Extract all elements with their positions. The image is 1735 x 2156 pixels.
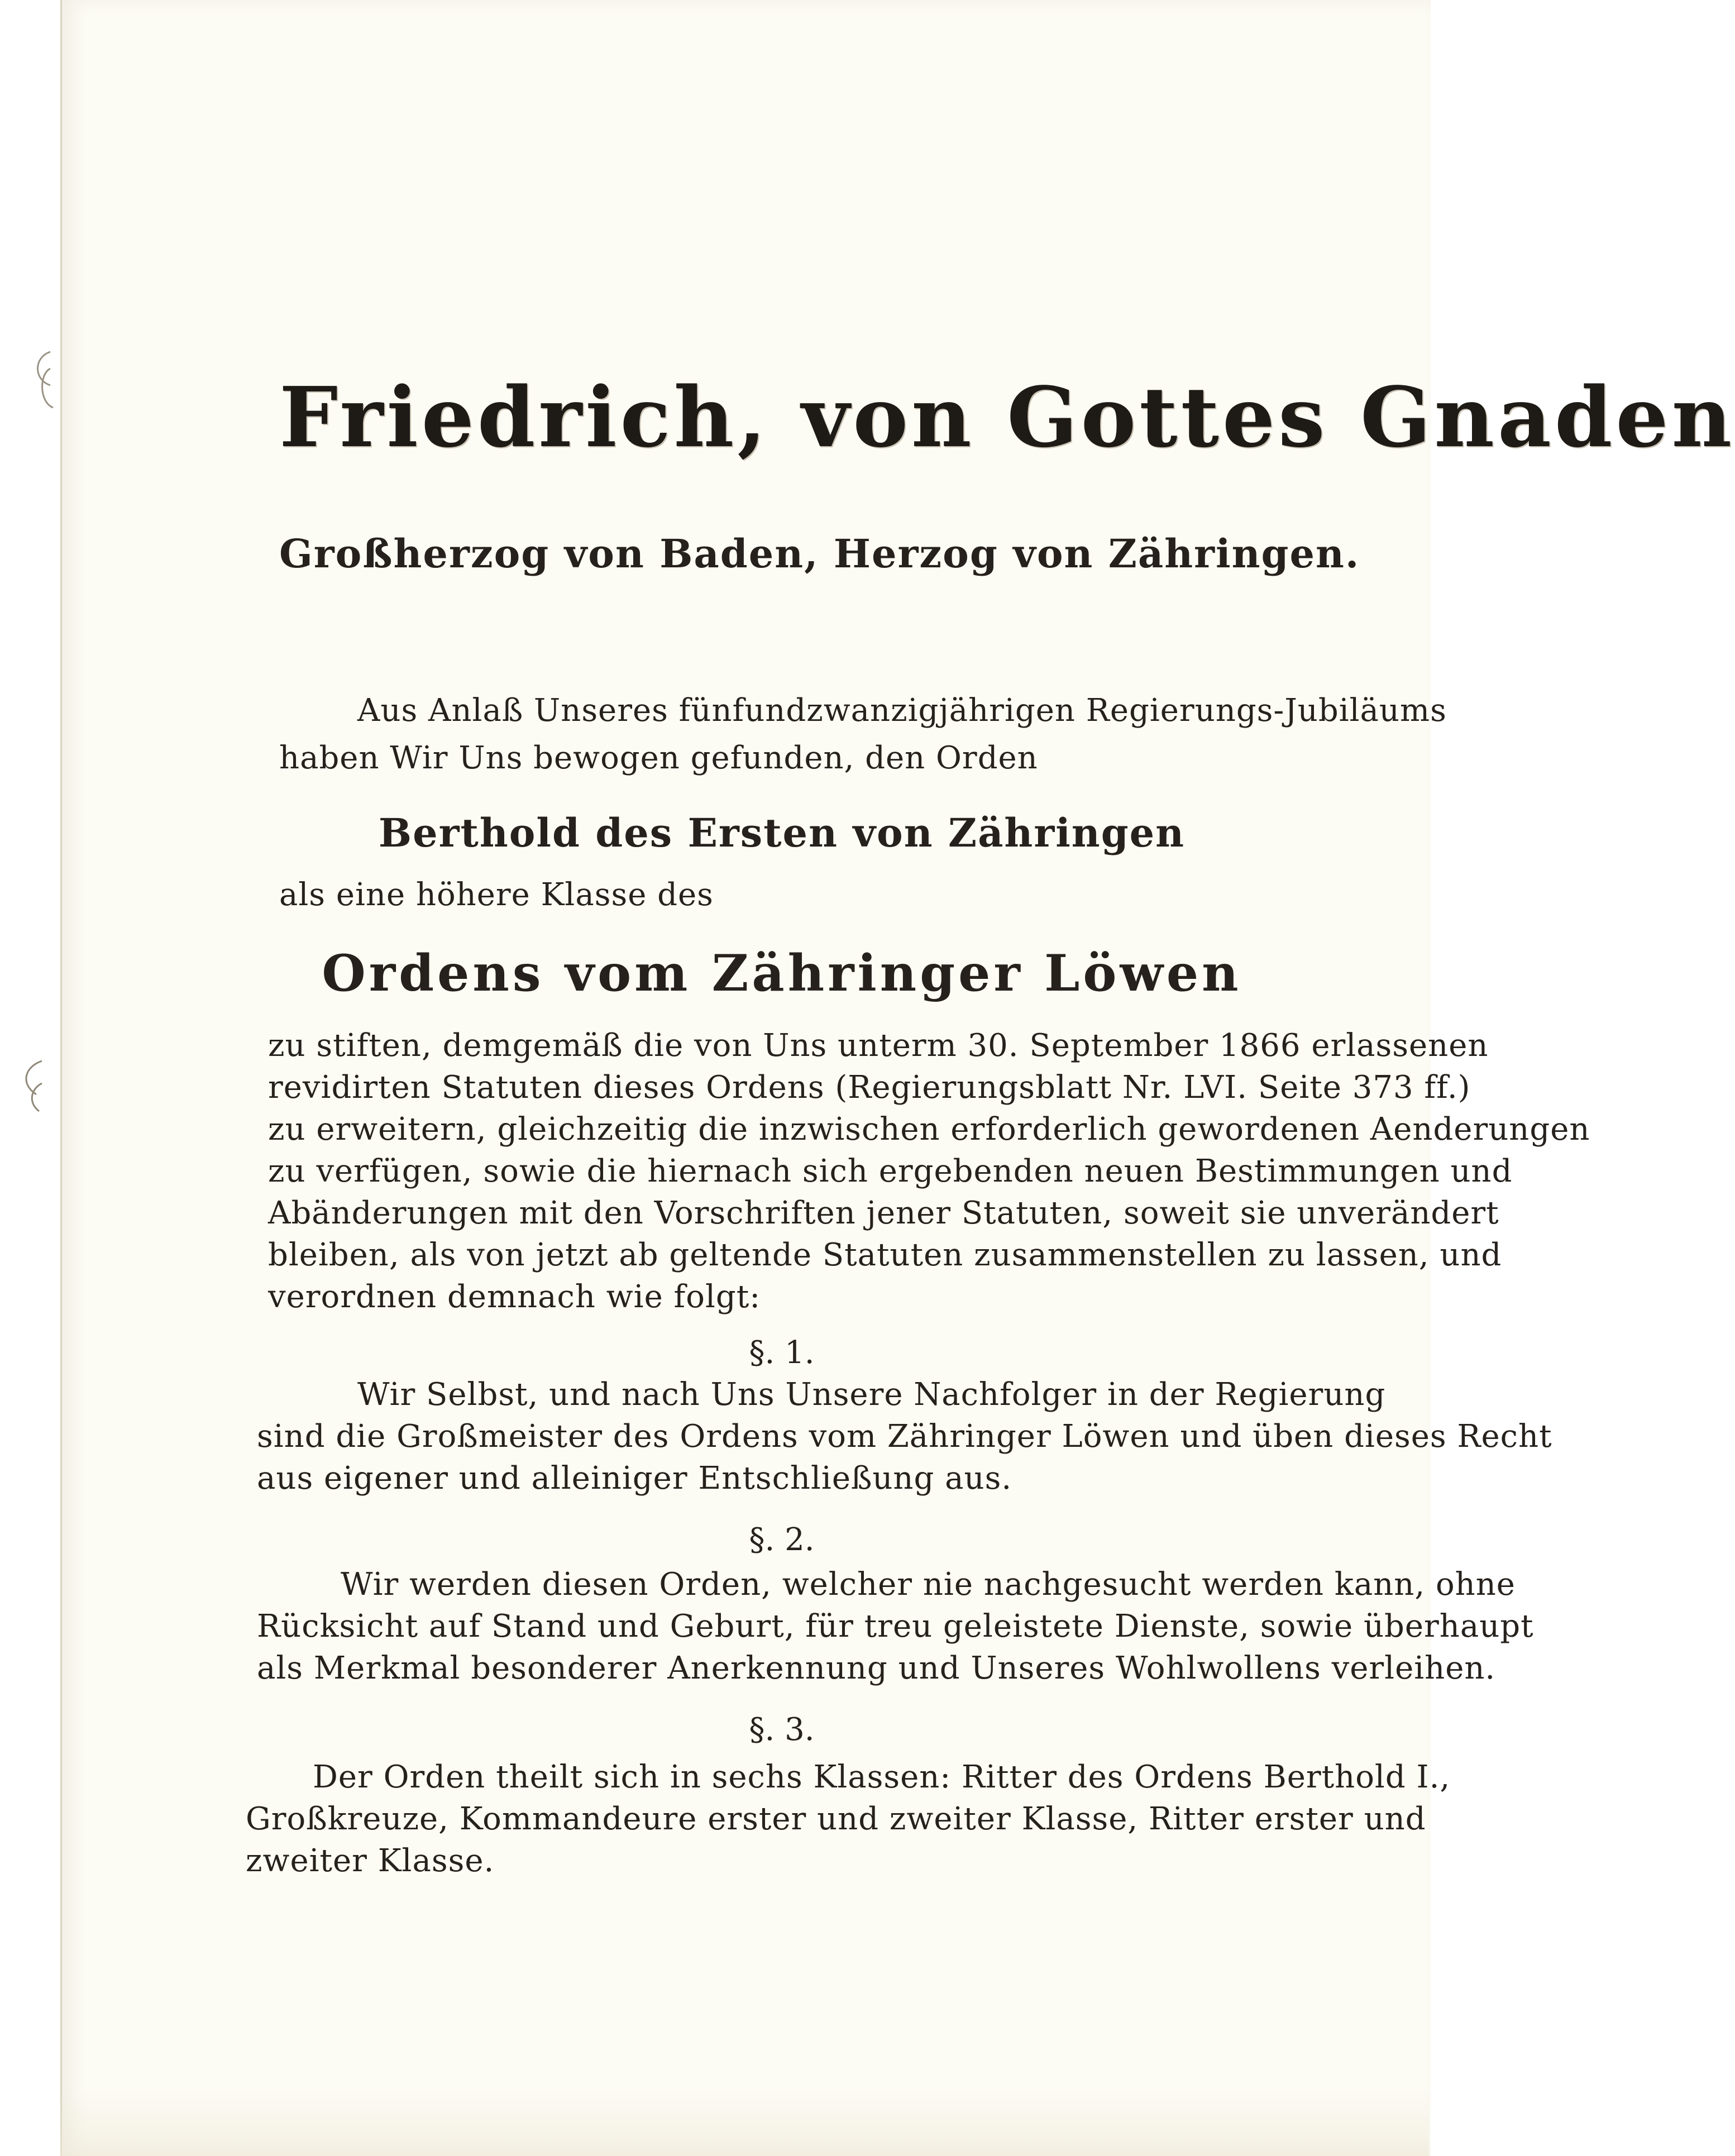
document-subtitle: Großherzog von Baden, Herzog von Zähringen. [279,530,1360,577]
class-line: als eine höhere Klasse des [279,877,714,913]
section-2-line-1: Wir werden diesen Orden, welcher nie nachgesucht werden kann, ohne [341,1566,1516,1603]
body-line-4: zu verfügen, sowie die hiernach sich ergebenden neuen Bestimmungen und [268,1153,1513,1189]
body-line-7: verordnen demnach wie folgt: [268,1279,761,1315]
order-name-heading: Berthold des Ersten von Zähringen [378,810,1186,856]
section-2-heading: §. 2. [749,1522,815,1558]
section-3-heading: §. 3. [749,1712,815,1748]
section-3-line-3: zweiter Klasse. [246,1843,495,1879]
section-2-line-2: Rücksicht auf Stand und Geburt, für treu geleistete Dienste, sowie überhaupt [257,1608,1534,1645]
body-line-2: revidirten Statuten dieses Ordens (Regierungsblatt Nr. LVI. Seite 373 ff.) [268,1069,1471,1106]
section-1-line-2: sind die Großmeister des Ordens vom Zähringer Löwen und üben dieses Recht [257,1418,1552,1455]
section-3-line-1: Der Orden theilt sich in sechs Klassen: Ritter des Ordens Berthold I., [313,1759,1451,1795]
binding-thread-top [28,346,56,413]
paper-shadow [60,2089,1429,2156]
section-3-line-2: Großkreuze, Kommandeure erster und zweiter Klasse, Ritter erster und [246,1801,1426,1837]
body-line-3: zu erweitern, gleichzeitig die inzwischen erforderlich gewordenen Aenderungen [268,1111,1590,1148]
body-line-6: bleiben, als von jetzt ab geltende Statuten zusammenstellen zu lassen, und [268,1237,1502,1273]
section-1-line-3: aus eigener und alleiniger Entschließung aus. [257,1460,1012,1497]
section-1-line-1: Wir Selbst, und nach Uns Unsere Nachfolger in der Regierung [357,1376,1386,1413]
body-line-5: Abänderungen mit den Vorschriften jener Statuten, soweit sie unverändert [268,1195,1499,1231]
binding-thread-middle [17,1050,45,1117]
document-title: Friedrich, von Gottes Gnaden [279,369,1735,466]
section-2-line-3: als Merkmal besonderer Anerkennung und Unseres Wohlwollens verleihen. [257,1650,1496,1686]
intro-line-2: haben Wir Uns bewogen gefunden, den Orden [279,740,1038,776]
main-order-heading: Ordens vom Zähringer Löwen [322,944,1242,1003]
intro-line-1: Aus Anlaß Unseres fünfundzwanzigjährigen Regierungs-Jubiläums [357,692,1447,729]
section-1-heading: §. 1. [749,1335,815,1371]
body-line-1: zu stiften, demgemäß die von Uns unterm 30. September 1866 erlassenen [268,1027,1489,1064]
